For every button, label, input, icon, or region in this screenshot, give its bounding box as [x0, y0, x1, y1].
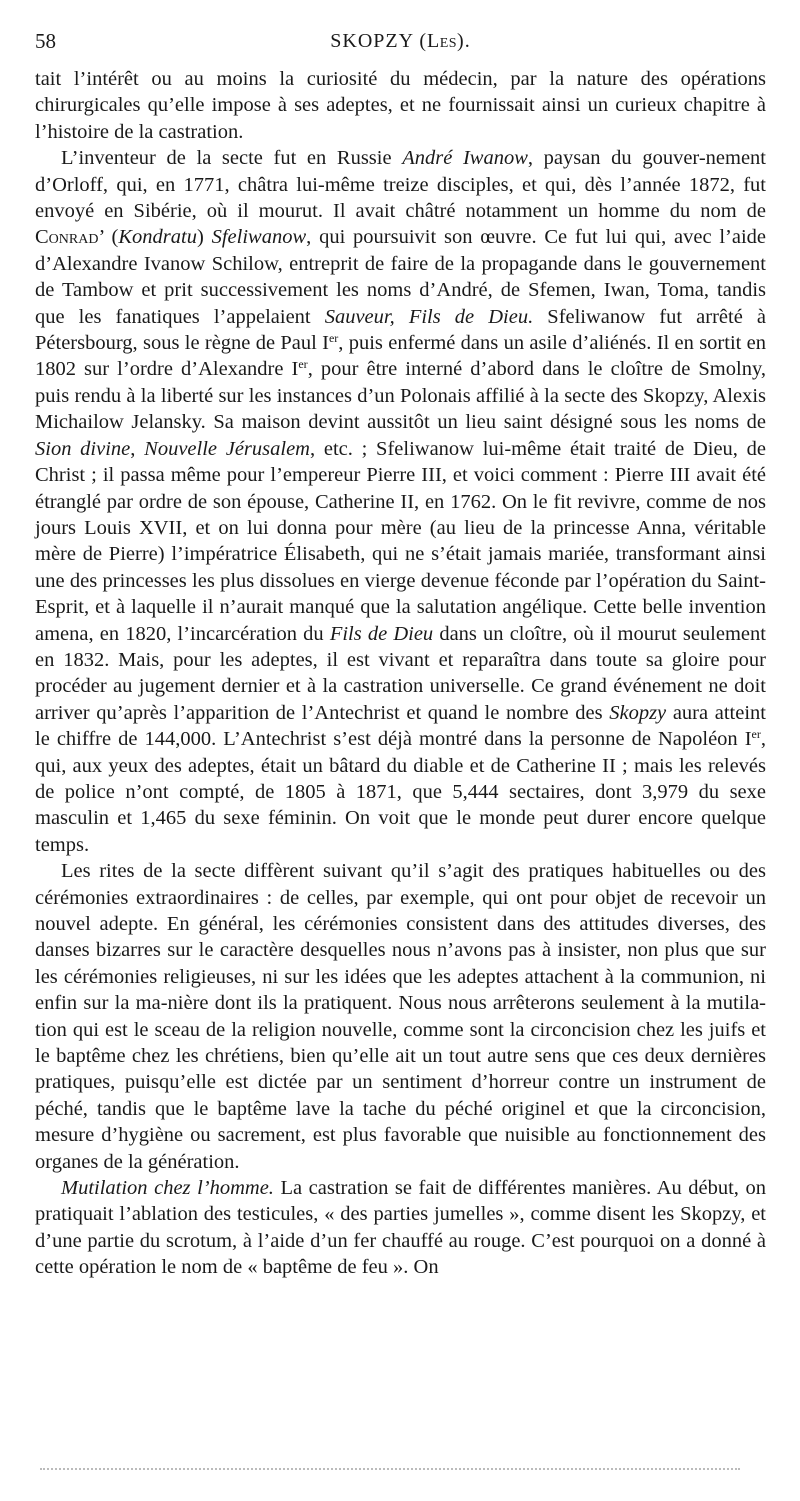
text-run: aura atteint le chiffre de 144,000. L’Antechrist s’est déjà montré dans la personne de Napoléon I: [35, 701, 766, 751]
italic-text: Nouvelle Jérusalem: [144, 437, 310, 460]
text-run: Sfeliwanow fut arrêté à Pétersbourg, sous le règne de Paul I: [35, 305, 766, 355]
paragraph: [35, 858, 766, 1175]
italic-text: Sfeliwanow: [211, 226, 307, 249]
text-run: , qui poursuivit son œuvre. Ce fut lui qui, avec l’aide d’Alexandre Ivanow Schilow, entreprit de faire de la propagande dans le gouvernement de Tambow et prit successivement les noms d’André, de Sfemen, Iwan, Toma, tandis que les fanatiques l’appelaient: [35, 226, 767, 328]
paragraph: [35, 1175, 766, 1281]
text-run: Les rites de la secte diffèrent suivant qu’il s’agit des pratiques habituelles ou des cérémonies extraordinaires : de celles, par exemple, qui ont pour objet de recevoir un nouvel adepte. En général, les cérémonies consistent dans des attitudes diverses, des danses bizarres sur le caractère desquelles nous n’avons pas à insister, non plus que sur les cérémonies religieuses, ni sur les idées que les adeptes attachent à la communion, ni enfin sur la ma-nière dont ils la pratiquent. Nous nous arrêterons seulement à la mutila-tion qui est le sceau de la religion nouvelle, comme sont la circoncision chez les juifs et le baptême chez les chrétiens, bien qu’elle ait un tout autre sens que ces deux dernières pratiques, puisqu’elle est dictée par un sentiment d’horreur contre un instrument de péché, tandis que le baptême lave la tache du péché originel et que la circoncision, mesure d’hygiène ou sacrement, est plus favorable que nuisible au fonctionnement des organes de la génération.: [35, 860, 766, 1173]
text-run: , pour être interné d’abord dans le cloître de Smolny, puis rendu à la liberté sur les instances d’un Polonais affilié à la secte des Skopzy, Alexis Michailow Jelansky. Sa maison devint aussitôt un lieu saint désigné sous les noms de: [35, 358, 766, 434]
small-caps-text: Conrad: [35, 226, 99, 249]
superscript: er: [328, 331, 339, 346]
paragraph: [35, 66, 766, 145]
text-run: dans un cloître, où il mourut seulement en 1832. Mais, pour les adeptes, il est vivant et reparaîtra dans toute sa gloire pour procéder au jugement dernier et à la castration universelle. Ce grand événement ne doit arriver qu’après l’apparition de l’Antechrist et quand le nombre des: [35, 622, 766, 724]
body-text: [35, 66, 766, 1281]
italic-text: Sauveur, Fils de Dieu.: [324, 305, 534, 328]
running-header: [35, 28, 766, 56]
text-run: La castration se fait de différentes manières. Au début, on pratiquait l’ablation des testicules, « des parties jumelles », comme disent les Skopzy, et d’une partie du scrotum, à l’aide d’un fer chauffé au rouge. C’est pourquoi on a donné à cette opération le nom de « baptême de feu ». On: [35, 1177, 766, 1279]
text-run: ,: [130, 437, 145, 460]
italic-text: Fils de Dieu: [329, 622, 434, 645]
italic-text: André Iwanow: [402, 147, 528, 170]
superscript: er: [751, 727, 761, 742]
italic-text: Sion divine: [35, 437, 131, 460]
text-run: ’ (: [98, 226, 119, 249]
text-run: , puis enfermé dans un asile d’aliénés. Il en sortit en 1802 sur l’ordre d’Alexandre I: [35, 332, 766, 381]
text-run: L’inventeur de la secte fut en Russie: [61, 147, 403, 170]
text-run: tait l’intérêt ou au moins la curiosité du médecin, par la nature des opérations chirurgicales qu’elle impose à ses adeptes, et ne fournissait ainsi un curieux chapitre à l’histoire de la castration.: [35, 68, 766, 143]
italic-text: Mutilation chez l’homme.: [61, 1177, 274, 1200]
text-run: , etc. ; Sfeliwanow lui-même était traité de Dieu, de Christ ; il passa même pour l’empereur Pierre III, et voici comment : Pierre III avait été étranglé par ordre de son épouse, Catherine II, en 1762. On le fit revivre, comme de nos jours Louis XVII, et on lui donna pour mère (au lieu de la princesse Anna, véritable mère de Pierre) l’impératrice Élisabeth, qui ne s’était jamais mariée, transformant ainsi une des princesses les plus dissolues en vierge devenue féconde par l’opération du Saint-Esprit, et à laquelle il n’aurait manqué que la salutation angélique. Cette belle invention amena, en 1820, l’incarcération du: [35, 437, 766, 645]
running-title: SKOPZY (Les).: [330, 30, 471, 52]
italic-text: Kondratu: [118, 226, 197, 249]
text-run: , paysan du gouver-nement d’Orloff, qui, en 1771, châtra lui-même treize disciples, et qui, dès l’année 1872, fut envoyé en Sibérie, où il mourut. Il avait châtré notamment un homme du nom de: [35, 147, 766, 223]
scan-noise: [40, 1468, 740, 1472]
page-number: 58: [35, 29, 56, 53]
italic-text: Skopzy: [609, 701, 667, 724]
text-run: ): [196, 226, 212, 249]
superscript: er: [298, 357, 308, 372]
paragraph: [35, 145, 766, 858]
document-page: [35, 28, 766, 1281]
text-run: , qui, aux yeux des adeptes, était un bâtard du diable et de Catherine II ; mais les relevés de police n’ont compté, de 1805 à 1871, que 5,444 sectaires, dont 3,979 du sexe masculin et 1,465 du sexe féminin. On voit que le monde peut durer encore quelque temps.: [35, 728, 766, 856]
